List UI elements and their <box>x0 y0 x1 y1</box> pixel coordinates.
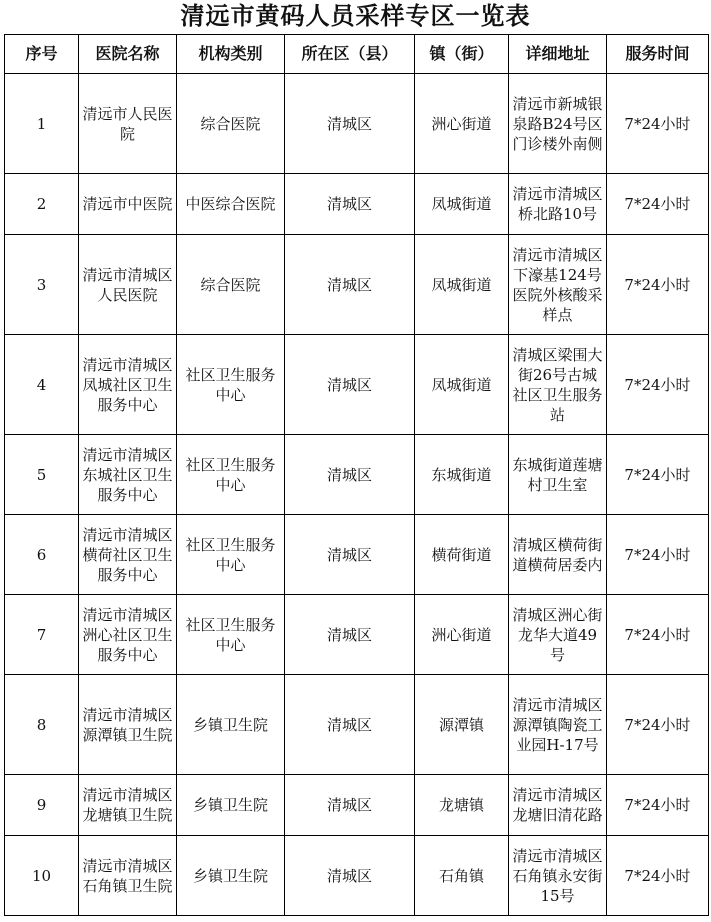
table-row <box>5 595 709 675</box>
hospital-name: 清远市清城区源潭镇卫生院 <box>79 675 177 775</box>
town: 东城街道 <box>415 435 509 515</box>
row-number: 8 <box>5 675 79 775</box>
service-hours: 7*24小时 <box>607 235 709 335</box>
hospital-name: 清远市清城区石角镇卫生院 <box>79 836 177 916</box>
table-row <box>5 174 709 235</box>
town: 凤城街道 <box>415 235 509 335</box>
town: 龙塘镇 <box>415 775 509 836</box>
hospital-name: 清远市清城区凤城社区卫生服务中心 <box>79 335 177 435</box>
address: 清城区横荷街道横荷居委内 <box>509 515 607 595</box>
header-cell: 所在区（县） <box>285 35 415 74</box>
header-cell: 机构类别 <box>177 35 285 74</box>
address: 清远市清城区桥北路10号 <box>509 174 607 235</box>
town: 洲心街道 <box>415 74 509 174</box>
address: 清远市清城区龙塘旧清花路 <box>509 775 607 836</box>
town: 凤城街道 <box>415 335 509 435</box>
service-hours: 7*24小时 <box>607 775 709 836</box>
row-number: 5 <box>5 435 79 515</box>
town: 源潭镇 <box>415 675 509 775</box>
address: 东城街道莲塘村卫生室 <box>509 435 607 515</box>
institution-type: 社区卫生服务中心 <box>177 435 285 515</box>
row-number: 7 <box>5 595 79 675</box>
service-hours: 7*24小时 <box>607 675 709 775</box>
institution-type: 社区卫生服务中心 <box>177 515 285 595</box>
service-hours: 7*24小时 <box>607 335 709 435</box>
district: 清城区 <box>285 836 415 916</box>
district: 清城区 <box>285 775 415 836</box>
district: 清城区 <box>285 174 415 235</box>
row-number: 3 <box>5 235 79 335</box>
hospital-name: 清远市人民医院 <box>79 74 177 174</box>
hospital-name: 清远市清城区人民医院 <box>79 235 177 335</box>
address: 清城区梁围大街26号古城社区卫生服务站 <box>509 335 607 435</box>
row-number: 1 <box>5 74 79 174</box>
address: 清远市清城区下濠基124号医院外核酸采样点 <box>509 235 607 335</box>
hospital-name: 清远市清城区横荷社区卫生服务中心 <box>79 515 177 595</box>
table-row <box>5 836 709 916</box>
table-row <box>5 335 709 435</box>
row-number: 2 <box>5 174 79 235</box>
table-row <box>5 435 709 515</box>
institution-type: 社区卫生服务中心 <box>177 335 285 435</box>
table-header-row <box>5 35 709 74</box>
district: 清城区 <box>285 235 415 335</box>
institution-type: 社区卫生服务中心 <box>177 595 285 675</box>
town: 洲心街道 <box>415 595 509 675</box>
institution-type: 综合医院 <box>177 74 285 174</box>
institution-type: 中医综合医院 <box>177 174 285 235</box>
institution-type: 乡镇卫生院 <box>177 836 285 916</box>
header-cell: 医院名称 <box>79 35 177 74</box>
district: 清城区 <box>285 595 415 675</box>
institution-type: 综合医院 <box>177 235 285 335</box>
service-hours: 7*24小时 <box>607 435 709 515</box>
hospital-name: 清远市清城区洲心社区卫生服务中心 <box>79 595 177 675</box>
town: 横荷街道 <box>415 515 509 595</box>
address: 清远市清城区源潭镇陶瓷工业园H-17号 <box>509 675 607 775</box>
header-cell: 镇（街） <box>415 35 509 74</box>
row-number: 10 <box>5 836 79 916</box>
header-cell: 序号 <box>5 35 79 74</box>
row-number: 4 <box>5 335 79 435</box>
row-number: 6 <box>5 515 79 595</box>
table-row <box>5 675 709 775</box>
institution-type: 乡镇卫生院 <box>177 675 285 775</box>
table-row <box>5 775 709 836</box>
header-cell: 详细地址 <box>509 35 607 74</box>
sampling-site-table <box>4 34 709 916</box>
hospital-name: 清远市中医院 <box>79 174 177 235</box>
hospital-name: 清远市清城区龙塘镇卫生院 <box>79 775 177 836</box>
district: 清城区 <box>285 435 415 515</box>
institution-type: 乡镇卫生院 <box>177 775 285 836</box>
district: 清城区 <box>285 74 415 174</box>
town: 石角镇 <box>415 836 509 916</box>
page-title: 清远市黄码人员采样专区一览表 <box>180 1 531 30</box>
hospital-name: 清远市清城区东城社区卫生服务中心 <box>79 435 177 515</box>
table-row <box>5 235 709 335</box>
service-hours: 7*24小时 <box>607 74 709 174</box>
address: 清远市新城银泉路B24号区门诊楼外南侧 <box>509 74 607 174</box>
service-hours: 7*24小时 <box>607 595 709 675</box>
address: 清城区洲心街龙华大道49号 <box>509 595 607 675</box>
address: 清远市清城区石角镇永安街15号 <box>509 836 607 916</box>
town: 凤城街道 <box>415 174 509 235</box>
service-hours: 7*24小时 <box>607 174 709 235</box>
district: 清城区 <box>285 515 415 595</box>
row-number: 9 <box>5 775 79 836</box>
district: 清城区 <box>285 335 415 435</box>
district: 清城区 <box>285 675 415 775</box>
table-row <box>5 515 709 595</box>
service-hours: 7*24小时 <box>607 836 709 916</box>
table-row <box>5 74 709 174</box>
header-cell: 服务时间 <box>607 35 709 74</box>
service-hours: 7*24小时 <box>607 515 709 595</box>
